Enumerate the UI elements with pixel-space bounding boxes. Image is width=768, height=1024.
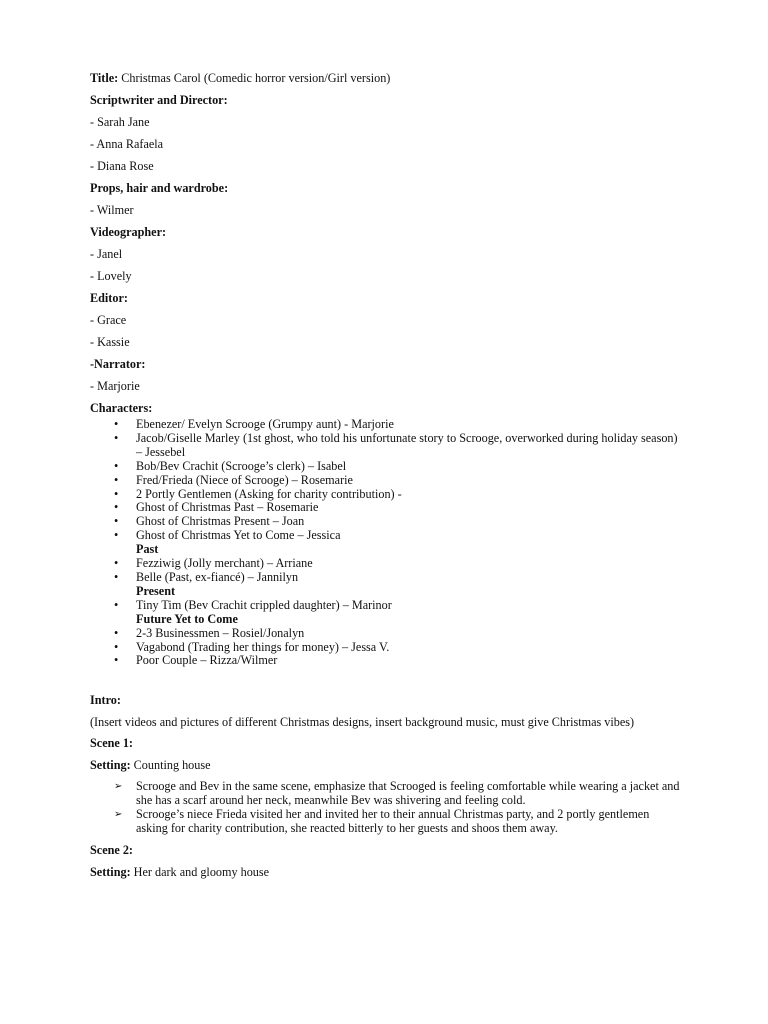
- videographer-heading: Videographer:: [90, 225, 167, 239]
- title-value: Christmas Carol (Comedic horror version/Girl version): [121, 71, 391, 85]
- scriptwriter-heading: Scriptwriter and Director:: [90, 93, 228, 107]
- crew-member: - Janel: [90, 247, 123, 261]
- character-item: • Ebenezer/ Evelyn Scrooge (Grumpy aunt) - Marjorie: [90, 418, 680, 432]
- character-item: • Belle (Past, ex-fiancé) – Jannilyn: [90, 571, 680, 585]
- title-label: Title:: [90, 71, 119, 85]
- scene-point: ➢ Scrooge and Bev in the same scene, emphasize that Scrooged is feeling comfortable while wearing a jacket and she has a scarf around her neck, meanwhile Bev was shivering and feeling cold.: [90, 780, 680, 808]
- title-line: [90, 71, 680, 86]
- character-item: • Vagabond (Trading her things for money) – Jessa V.: [90, 641, 680, 655]
- scene1-heading: Scene 1:: [90, 736, 133, 751]
- character-group-heading: Past: [136, 542, 159, 557]
- crew-member: - Sarah Jane: [90, 115, 150, 129]
- scene2-heading: Scene 2:: [90, 842, 133, 857]
- crew-member: - Marjorie: [90, 379, 140, 393]
- character-item: • Ghost of Christmas Yet to Come – Jessica: [90, 529, 680, 543]
- character-item: • 2-3 Businessmen – Rosiel/Jonalyn: [90, 627, 680, 641]
- character-item: • Fred/Frieda (Niece of Scrooge) – Rosemarie: [90, 474, 680, 488]
- crew-member: - Anna Rafaela: [90, 137, 164, 151]
- character-item: • Bob/Bev Crachit (Scrooge’s clerk) – Isabel: [90, 460, 680, 474]
- crew-member: - Lovely: [90, 269, 132, 283]
- narrator-heading: -Narrator:: [90, 357, 146, 371]
- intro-text: (Insert videos and pictures of different Christmas designs, insert background music, must give Christmas vibes): [90, 715, 635, 730]
- character-item: • Ghost of Christmas Present – Joan: [90, 515, 680, 529]
- setting-label: Setting:: [90, 758, 131, 773]
- character-list: [90, 418, 680, 668]
- scene1-points: [90, 780, 680, 836]
- characters-heading: Characters:: [90, 401, 153, 415]
- props-heading: Props, hair and wardrobe:: [90, 181, 229, 195]
- scene2-setting: [90, 865, 680, 880]
- character-item: • Tiny Tim (Bev Crachit crippled daughter) – Marinor: [90, 599, 680, 613]
- setting-value: Her dark and gloomy house: [133, 864, 270, 879]
- character-group-heading: Future Yet to Come: [136, 611, 238, 626]
- scene1-setting: [90, 758, 680, 773]
- character-item: • Ghost of Christmas Past – Rosemarie: [90, 501, 680, 515]
- crew-member: - Wilmer: [90, 203, 134, 217]
- editor-heading: Editor:: [90, 291, 128, 305]
- setting-value: Counting house: [133, 758, 211, 773]
- character-item: • Poor Couple – Rizza/Wilmer: [90, 654, 680, 668]
- spacer: [90, 668, 680, 693]
- intro-heading: Intro:: [90, 693, 121, 708]
- scene-point: ➢ Scrooge’s niece Frieda visited her and invited her to their annual Christmas party, and 2 portly gentlemen asking for charity contribution, she reacted bitterly to her guests and shoos them away.: [90, 808, 680, 836]
- crew-member: - Kassie: [90, 335, 130, 349]
- character-item: • Fezziwig (Jolly merchant) – Arriane: [90, 557, 680, 571]
- character-group-heading: Present: [136, 583, 176, 598]
- character-item: • 2 Portly Gentlemen (Asking for charity contribution) -: [90, 488, 680, 502]
- crew-member: - Grace: [90, 313, 127, 327]
- document-body: [90, 71, 680, 887]
- crew-member: - Diana Rose: [90, 159, 154, 173]
- setting-label: Setting:: [90, 864, 131, 879]
- character-item: • Jacob/Giselle Marley (1st ghost, who told his unfortunate story to Scrooge, overworked during holiday season) – Jessebel: [90, 432, 680, 460]
